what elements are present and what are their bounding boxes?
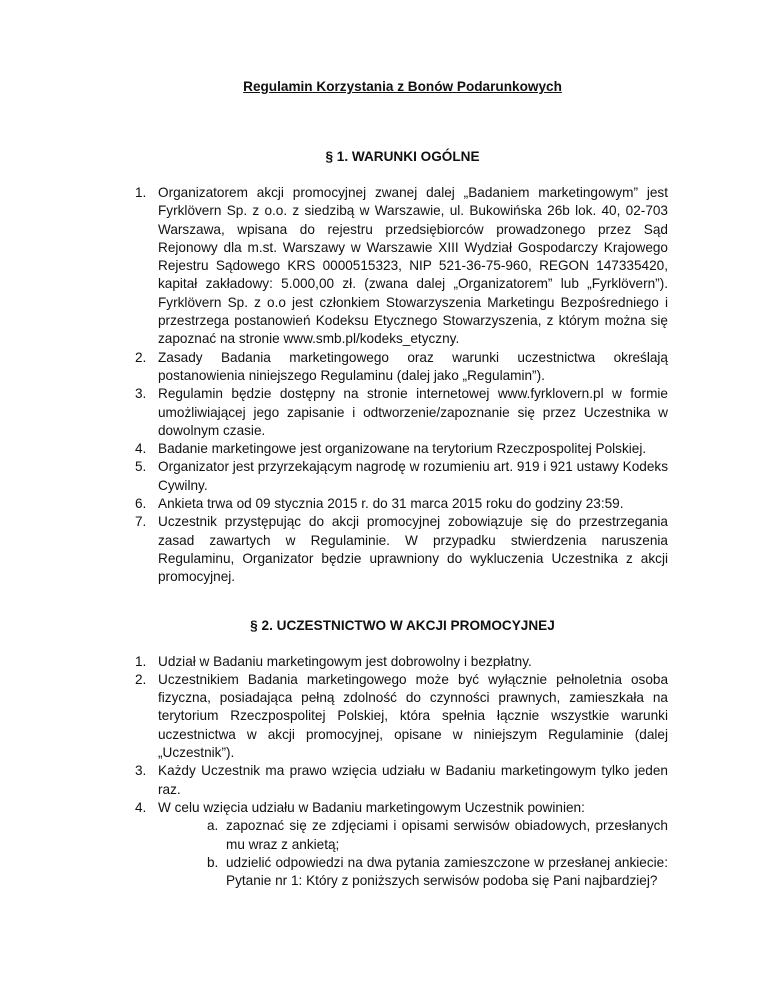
list-item-text: Organizator jest przyrzekającym nagrodę w rozumieniu art. 919 i 921 ustawy Kodeks Cywilny. — [158, 459, 669, 493]
list-item — [135, 349, 668, 386]
list-item-text: Badanie marketingowe jest organizowane na terytorium Rzeczpospolitej Polskiej. — [158, 441, 647, 457]
list-number: 2. — [135, 671, 147, 687]
sub-list-item-text: zapoznać się ze zdjęciami i opisami serwisów obiadowych, przesłanych mu wraz z ankietą; — [226, 818, 668, 852]
document-title: Regulamin Korzystania z Bonów Podarunkowych — [243, 79, 562, 94]
sub-list — [158, 817, 668, 890]
sub-list-item — [207, 854, 668, 891]
list-item — [135, 458, 669, 495]
section-1-heading: § 1. WARUNKI OGÓLNE — [325, 149, 480, 164]
sub-list-letter: b. — [207, 854, 219, 870]
list-item — [135, 385, 668, 440]
list-item-text: Każdy Uczestnik ma prawo wzięcia udziału w Badaniu marketingowym tylko jeden raz. — [158, 763, 668, 797]
list-item — [135, 440, 668, 458]
list-item — [135, 495, 668, 513]
list-number: 3. — [135, 763, 147, 779]
list-item — [135, 184, 668, 349]
list-item-text: Ankieta trwa od 09 stycznia 2015 r. do 31 marca 2015 roku do godziny 23:59. — [158, 496, 624, 512]
list-number: 1. — [135, 185, 147, 200]
list-item-text: Uczestnik przystępując do akcji promocyjnej zobowiązuje się do przestrzegania zasad zawartych w Regulaminie. W przypadku stwierdzenia naruszenia Regulaminu, Organizator będzie uprawniony do wykluczenia Uczestnika z akcji promocyjnej. — [158, 514, 668, 585]
list-number: 4. — [135, 441, 147, 457]
list-item — [135, 513, 668, 586]
sub-list-item — [207, 817, 668, 854]
list-number: 1. — [135, 653, 147, 669]
list-item-text: Uczestnikiem Badania marketingowego może być wyłącznie pełnoletnia osoba fizyczna, posiadająca pełną zdolność do czynności prawnych, zamieszkała na terytorium Rzeczpospolitej Polskiej, która spełnia łącznie wszystkie warunki uczestnictwa w akcji promocyjnej, opisane w niniejszym Regulaminie (dalej „Uczestnik”). — [158, 671, 668, 761]
list-number: 3. — [135, 386, 147, 402]
list-item-text: Udział w Badaniu marketingowym jest dobrowolny i bezpłatny. — [158, 653, 532, 669]
sub-list-letter: a. — [207, 818, 219, 834]
list-item-text: Zasady Badania marketingowego oraz warunki uczestnictwa określają postanowienia niniejszego Regulaminu (dalej jako „Regulamin”). — [158, 349, 668, 383]
list-item — [135, 653, 668, 671]
list-item — [135, 762, 668, 799]
list-number: 2. — [135, 349, 147, 365]
list-item — [135, 671, 668, 762]
section-1-list — [135, 184, 669, 587]
section-2-list — [135, 653, 668, 891]
section-2-heading: § 2. UCZESTNICTWO W AKCJI PROMOCYJNEJ — [250, 617, 555, 633]
list-item-text: Organizatorem akcji promocyjnej zwanej dalej „Badaniem marketingowym” jest Fyrklövern Sp. z o.o. z siedzibą w Warszawie, ul. Bukowińska 26b lok. 40, 02-703 Warszawa, wpisana do rejestru przedsiębiorców prowadzonego przez Sąd Rejonowy dla m.st. Warszawy w Warszawie XIII Wydział Gospodarczy Krajowego Rejestru Sądowego KRS 0000515323, NIP 521-36-75-960, REGON 147335420, kapitał zakładowy: 5.000,00 zł. (zwana dalej „Organizatorem” lub „Fyrklövern”). Fyrklövern Sp. z o.o jest członkiem Stowarzyszenia Marketingu Bezpośredniego i przestrzega postanowień Kodeksu Etycznego Stowarzyszenia, z którym można się zapoznać na stronie www.smb.pl/kodeks_etyczny. — [158, 185, 668, 347]
list-number: 7. — [135, 514, 147, 530]
list-number: 4. — [135, 799, 147, 815]
list-number: 5. — [135, 459, 147, 475]
list-number: 6. — [135, 496, 147, 512]
list-item-text: Regulamin będzie dostępny na stronie internetowej www.fyrklovern.pl w formie umożliwiającej jego zapisanie i odtworzenie/zapoznanie się przez Uczestnika w dowolnym czasie. — [158, 386, 668, 438]
sub-list-item-text: udzielić odpowiedzi na dwa pytania zamieszczone w przesłanej ankiecie: Pytanie nr 1: Który z poniższych serwisów podoba się Pani najbardziej? — [226, 854, 668, 889]
list-item-text: W celu wzięcia udziału w Badaniu marketingowym Uczestnik powinien: — [158, 799, 585, 815]
list-item — [135, 799, 668, 890]
